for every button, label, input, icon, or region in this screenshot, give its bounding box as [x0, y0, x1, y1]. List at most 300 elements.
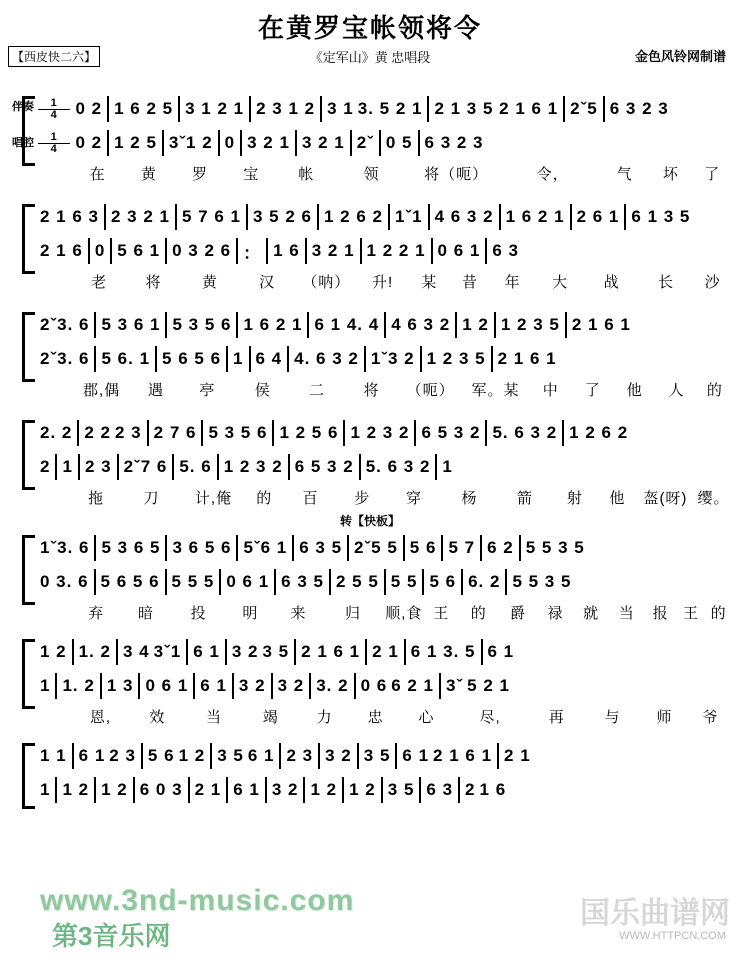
measure-notes: 3ˇ1 2 [168, 133, 213, 152]
measure-notes: 5. 6 3 2 [365, 457, 431, 476]
page-subtitle: 《定军山》黄 忠唱段 [309, 50, 431, 65]
credit-label: 金色风铃网制谱 [634, 49, 726, 64]
measure-notes: 5 7 [448, 538, 476, 557]
measure-notes: 5ˇ6 1 [243, 538, 288, 557]
barline [485, 238, 487, 264]
lyric-syllable: 步 [354, 489, 371, 507]
barline [110, 238, 112, 264]
barline [350, 130, 352, 156]
barline [94, 312, 96, 338]
barline [104, 204, 106, 230]
measure-notes: 1. 2 [78, 642, 111, 661]
barline [240, 130, 242, 156]
lyric-syllable: 的 [710, 604, 727, 622]
barline [570, 204, 572, 230]
measure-notes: 2 6 1 [576, 207, 620, 226]
measure-notes: 2 3 2 1 [111, 207, 170, 226]
measure-notes: 2 1 6 1 [301, 642, 361, 661]
system-brace [22, 312, 35, 382]
barline [271, 673, 273, 699]
measure-notes: 2ˇ3. 6 [40, 349, 90, 368]
barline [138, 673, 140, 699]
measure-notes: 3ˇ [446, 676, 464, 695]
lyric-syllable: 盔(呀) [643, 489, 688, 507]
measure-notes: 1 2 [462, 315, 489, 334]
system-2 [8, 200, 732, 294]
lyric-syllable: 将 [145, 273, 162, 291]
lyric-syllable: 长 [658, 273, 675, 291]
measure-notes: 2 3 1 2 [256, 99, 316, 118]
accompaniment-staff [38, 200, 732, 234]
measure-notes: 4 6 3 2 [434, 207, 494, 226]
barline [364, 346, 366, 372]
measure-notes: 1 6 2 5 [114, 99, 174, 118]
measure-notes: 2 7 6 [153, 423, 197, 442]
barline [107, 130, 109, 156]
lyric-syllable: 爷 [702, 708, 719, 726]
measure-notes: 6 3 2 3 [609, 99, 669, 118]
barline [292, 535, 294, 561]
barline [165, 535, 167, 561]
lyric-syllable: 暗 [138, 604, 155, 622]
barline [236, 535, 238, 561]
lyric-syllable: 射 [566, 489, 583, 507]
measure-notes: 2 2 [84, 423, 111, 442]
measure-notes: 1 [40, 676, 51, 695]
measure-notes: 5 3 5 6 [208, 423, 268, 442]
lyric-syllable: （呐） [302, 273, 351, 291]
lyric-syllable: 领 [363, 165, 380, 183]
lyric-syllable: 力 [316, 708, 333, 726]
measure-notes: 1 2 2 1 [366, 241, 426, 260]
lyric-syllable: 某 [421, 273, 438, 291]
barline [307, 312, 309, 338]
barline [94, 535, 96, 561]
barline [305, 238, 307, 264]
barline [435, 454, 437, 480]
lyric-syllable: 师 [656, 708, 673, 726]
system-3 [8, 308, 732, 402]
measure-notes: 6 5 3 2 [294, 457, 354, 476]
lyric-syllable: 沙 [704, 273, 721, 291]
lyric-syllable: 当 [205, 708, 222, 726]
lyric-syllable: 杨 [461, 489, 478, 507]
barline [55, 454, 57, 480]
lyric-syllable: 再 [548, 708, 565, 726]
measure-notes: 5 6 [409, 538, 437, 557]
measure-notes: 3 1 2 1 [185, 99, 245, 118]
barline [491, 346, 493, 372]
measure-notes: 1 [233, 349, 244, 368]
measure-notes: 6 1 4. 4 [314, 315, 380, 334]
barline [232, 673, 234, 699]
measure-notes: 1ˇ1 [395, 207, 423, 226]
lyric-syllable: 人 [668, 381, 685, 399]
barline [388, 204, 390, 230]
measure-notes: 3ˇ1 [153, 642, 182, 661]
barline [147, 420, 149, 446]
vocal-staff [38, 126, 732, 160]
measure-notes: 2ˇ [356, 133, 374, 152]
measure-notes: 6 3 2 3 [424, 133, 484, 152]
lyric-syllable: 箭 [516, 489, 533, 507]
measure-notes: 1 1 [40, 746, 67, 765]
barline [225, 639, 227, 665]
lyric-syllable: 了 [584, 381, 601, 399]
system-7 [8, 739, 732, 807]
measure-notes: 6 1 [233, 780, 260, 799]
accompaniment-staff [38, 635, 732, 669]
lyric-syllable: 归 [344, 604, 361, 622]
lyric-syllable: 来 [290, 604, 307, 622]
measure-notes: 2 3 [115, 423, 142, 442]
barline [485, 420, 487, 446]
measure-notes: 0 6 1 [145, 676, 189, 695]
lyrics-line [38, 703, 732, 729]
system-1 [8, 92, 732, 186]
measure-notes: 0 5 [385, 133, 413, 152]
barline [431, 238, 433, 264]
measure-notes: 6 3 [492, 241, 519, 260]
lyric-syllable: 王 [682, 604, 699, 622]
accompaniment-staff [38, 531, 732, 565]
lyric-syllable: 了 [704, 165, 721, 183]
barline [403, 535, 405, 561]
lyric-syllable: 报 [652, 604, 669, 622]
measure-notes: 2 [465, 780, 476, 799]
lyric-syllable: 爵 [509, 604, 526, 622]
mode-tag: 【西皮快二六】 [8, 46, 100, 67]
measure-notes: 5 6 5 6 [100, 572, 160, 591]
barline [77, 420, 79, 446]
barline [218, 130, 220, 156]
barline [505, 569, 507, 595]
lyric-syllable: 忠 [367, 708, 384, 726]
lyric-syllable: 穿 [406, 489, 423, 507]
lyric-syllable: 明 [242, 604, 259, 622]
measure-notes: 3. 2 [316, 676, 349, 695]
measure-notes: 2ˇ3. 6 [40, 315, 90, 334]
lyric-syllable: 坏 [662, 165, 679, 183]
measure-notes: 5 6 [147, 746, 175, 765]
barline [418, 130, 420, 156]
vocal-staff [38, 450, 732, 484]
barline [188, 777, 190, 803]
measure-notes: 3 6 5 6 [172, 538, 232, 557]
measure-notes: 3 5 2 6 [253, 207, 312, 226]
lyric-syllable: 计,俺 [194, 489, 233, 507]
barline [342, 777, 344, 803]
lyrics-line [38, 484, 732, 510]
measure-notes: 0 3 2 6 [172, 241, 232, 260]
barline [439, 673, 441, 699]
barline [193, 673, 195, 699]
measure-notes: 0 2 [75, 99, 103, 118]
measure-notes: 5 5 [390, 572, 418, 591]
measure-notes: 5 6 1 [117, 241, 161, 260]
measure-notes: 5 7 6 1 [182, 207, 241, 226]
vocal-staff [38, 234, 732, 268]
barline [94, 346, 96, 372]
barline [494, 312, 496, 338]
barline [428, 204, 430, 230]
measure-notes: 0 6 1 [437, 241, 481, 260]
measure-notes: 6 3 [426, 780, 454, 799]
lyric-syllable: 尽, [479, 708, 501, 726]
measure-notes: 1 2 6 2 [569, 423, 629, 442]
lyric-syllable: 大 [552, 273, 569, 291]
barline [419, 777, 421, 803]
measure-notes: 5 6 5 6 [162, 349, 222, 368]
lyric-syllable: 他 [626, 381, 643, 399]
barline [347, 535, 349, 561]
measure-notes: 3 2 [271, 780, 299, 799]
system-brace [22, 535, 35, 605]
measure-notes: 5 3 5 6 [172, 315, 232, 334]
barline [162, 130, 164, 156]
measure-notes: 3 2 1 [301, 133, 345, 152]
barline [165, 569, 167, 595]
measure-notes: 0 [224, 133, 236, 152]
measure-notes: 1 2 3 5 [500, 315, 560, 334]
measure-notes: 6 2 1 [391, 676, 435, 695]
lyric-syllable: 在 [89, 165, 106, 183]
lyric-syllable: 升! [372, 273, 394, 291]
lyric-syllable: 竭 [262, 708, 279, 726]
system-brace [22, 743, 35, 809]
measure-notes: 3 2 [238, 676, 266, 695]
measure-notes: 6 1 [487, 642, 515, 661]
system-4 [8, 416, 732, 510]
lyric-syllable: 昔 [461, 273, 478, 291]
barline [497, 743, 499, 769]
measure-notes: 0 6 [360, 676, 388, 695]
sheet-music-page [0, 8, 740, 962]
measure-notes: 1 2 [101, 780, 128, 799]
watermark-right-mark: 国乐曲谱网 [580, 897, 730, 930]
measure-notes: 2 1 6 3 [40, 207, 99, 226]
lyric-syllable: 当 [618, 604, 635, 622]
accompaniment-staff [38, 308, 732, 342]
measure-notes: 3 2 [277, 676, 305, 695]
measure-notes: 2 3 [286, 746, 314, 765]
lyric-syllable: 黄 [140, 165, 157, 183]
measure-notes: 6 3 5 [299, 538, 343, 557]
measure-notes: 2ˇ5 [570, 99, 598, 118]
barline [395, 743, 397, 769]
measure-notes: 1 2 3 2 [223, 457, 283, 476]
lyric-syllable: 拖 [88, 489, 105, 507]
measure-notes: 6 1 [402, 746, 430, 765]
measure-notes: 6. 2 [468, 572, 501, 591]
barline [458, 777, 460, 803]
barline [107, 96, 109, 122]
measure-notes: 3 1 [327, 99, 354, 118]
lyric-syllable: 的 [470, 604, 487, 622]
barline [309, 673, 311, 699]
measure-notes: 5 5 3 5 [525, 538, 585, 557]
lyric-syllable: 将（呃） [424, 165, 489, 183]
lyric-syllable: 缨。 [697, 489, 730, 507]
lyric-syllable: 战 [603, 273, 620, 291]
lyric-syllable: 年 [504, 273, 521, 291]
lyric-syllable: 罗 [192, 165, 209, 183]
barline [249, 346, 251, 372]
vocal-staff [38, 342, 732, 376]
barline [360, 238, 362, 264]
barline [72, 639, 74, 665]
barline [384, 569, 386, 595]
lyric-syllable: 弃 [88, 604, 105, 622]
lyric-syllable: 禄 [547, 604, 564, 622]
measure-notes: 5 6. 1 [101, 349, 151, 368]
measure-notes: 6 1 [247, 746, 275, 765]
barline [55, 673, 57, 699]
measure-notes: 1 2 [40, 642, 67, 661]
measure-notes: 2 3 [84, 457, 112, 476]
measure-notes: 6 2 [487, 538, 514, 557]
time-signature: 1 4 [38, 111, 70, 175]
barline [499, 204, 501, 230]
measure-notes: 1 6 2 1 [243, 315, 303, 334]
measure-notes: 0 6 1 [226, 572, 270, 591]
barline [226, 346, 228, 372]
measure-notes: 1 6 [273, 241, 300, 260]
measure-notes: 6 1 3. 5 [410, 642, 476, 661]
barline [603, 96, 605, 122]
barline [117, 454, 119, 480]
measure-notes: 0 3. 6 [40, 572, 89, 591]
measure-notes: 3 2 [231, 642, 259, 661]
measure-notes: 0 2 [75, 133, 103, 152]
lyrics-line [38, 268, 732, 294]
barline [295, 130, 297, 156]
measure-notes: 6 0 3 [139, 780, 183, 799]
lyric-syllable: 遇 [147, 381, 164, 399]
system-5 [8, 531, 732, 625]
barline [249, 96, 251, 122]
measure-notes: 6 1 [193, 642, 220, 661]
barline [100, 673, 102, 699]
lyric-syllable: 中 [542, 381, 559, 399]
lyric-syllable: 亭 [199, 381, 216, 399]
lyric-syllable: 的 [256, 489, 273, 507]
barline [354, 673, 356, 699]
barline [381, 777, 383, 803]
barline [420, 346, 422, 372]
measure-notes: 5. 6 [179, 457, 212, 476]
lyric-syllable: 汉 [259, 273, 276, 291]
lyric-syllable: 帐 [298, 165, 315, 183]
watermark-site-name: 第3音乐网 [52, 921, 171, 951]
measure-notes: 1 2 [349, 780, 376, 799]
measure-notes: 2 [40, 457, 51, 476]
barline [519, 535, 521, 561]
lyric-syllable: 二 [309, 381, 326, 399]
barline [272, 420, 274, 446]
barline [441, 535, 443, 561]
barline [422, 569, 424, 595]
measure-notes: 3 5 [363, 746, 391, 765]
measure-notes: 2 1 [194, 780, 222, 799]
measure-notes: 3 2 1 [247, 133, 290, 152]
vocal-staff [38, 669, 732, 703]
barline [266, 238, 268, 264]
lyric-syllable: 就 [583, 604, 600, 622]
lyric-syllable: 郡,偶 [82, 381, 121, 399]
measure-notes: 1 2 5 6 [279, 423, 339, 442]
repeat-mark: ： [243, 243, 262, 263]
measure-notes: 6 5 3 2 [421, 423, 481, 442]
measure-notes: 3 2 [325, 746, 352, 765]
lyric-syllable: 令， [536, 165, 569, 183]
measure-notes: 6 1 [78, 746, 106, 765]
measure-notes: 1 3 [106, 676, 134, 695]
barline [55, 777, 57, 803]
measure-notes: 1ˇ3 2 [370, 349, 415, 368]
measure-notes: 2 1 6 1 [433, 746, 493, 765]
barline [155, 346, 157, 372]
tempo-marker: 转【快板】 [339, 514, 400, 528]
accompaniment-staff [38, 739, 732, 773]
measure-notes: 2 1 6 1 [497, 349, 557, 368]
lyric-syllable: 顺,食 [385, 604, 423, 622]
lyric-syllable: 老 [91, 273, 108, 291]
measure-notes: 4. 6 3 2 [294, 349, 359, 368]
measure-notes: 2 1 3 5 2 1 6 1 [434, 99, 559, 118]
measure-notes: 5 3 6 1 [101, 315, 161, 334]
measure-notes: 1 [442, 457, 453, 476]
measure-notes: 3 5 [262, 642, 290, 661]
measure-notes: 1 2 6 2 [324, 207, 383, 226]
measure-notes: 5 6 [429, 572, 457, 591]
barline [404, 639, 406, 665]
barline [455, 312, 457, 338]
measure-notes: 1ˇ3. 6 [40, 538, 90, 557]
page-title: 在黄罗宝帐领将令 [257, 13, 482, 43]
watermark-right-url: WWW.HTTPCN.COM [619, 930, 726, 942]
barline [359, 454, 361, 480]
measure-notes: 5 2 1 [467, 676, 510, 695]
measure-notes: 3 4 [123, 642, 150, 661]
lyric-syllable: 的 [706, 381, 723, 399]
barline [78, 454, 80, 480]
lyric-syllable: 与 [604, 708, 621, 726]
barline [246, 204, 248, 230]
lyric-syllable: 效 [149, 708, 166, 726]
barline [72, 743, 74, 769]
system-brace [22, 204, 35, 274]
lyrics-line [38, 160, 732, 186]
measure-notes: 3. 5 2 1 [357, 99, 423, 118]
lyric-syllable: 将 [363, 381, 380, 399]
measure-notes: 6 3 5 [281, 572, 324, 591]
measure-notes: 1 2 [310, 780, 338, 799]
barline [427, 96, 429, 122]
vocal-staff [38, 773, 732, 807]
lyric-syllable: 投 [190, 604, 207, 622]
accompaniment-staff [38, 416, 732, 450]
measure-notes: 1 2 [62, 780, 90, 799]
measure-notes: 1 [40, 780, 51, 799]
lyric-syllable: 刀 [143, 489, 160, 507]
lyric-syllable: 气 [616, 165, 633, 183]
lyric-syllable: 心 [418, 708, 435, 726]
barline [384, 312, 386, 338]
lyric-syllable: 他 [609, 489, 626, 507]
measure-notes: 0 [94, 241, 106, 260]
time-signature: 1 4 [38, 77, 70, 141]
